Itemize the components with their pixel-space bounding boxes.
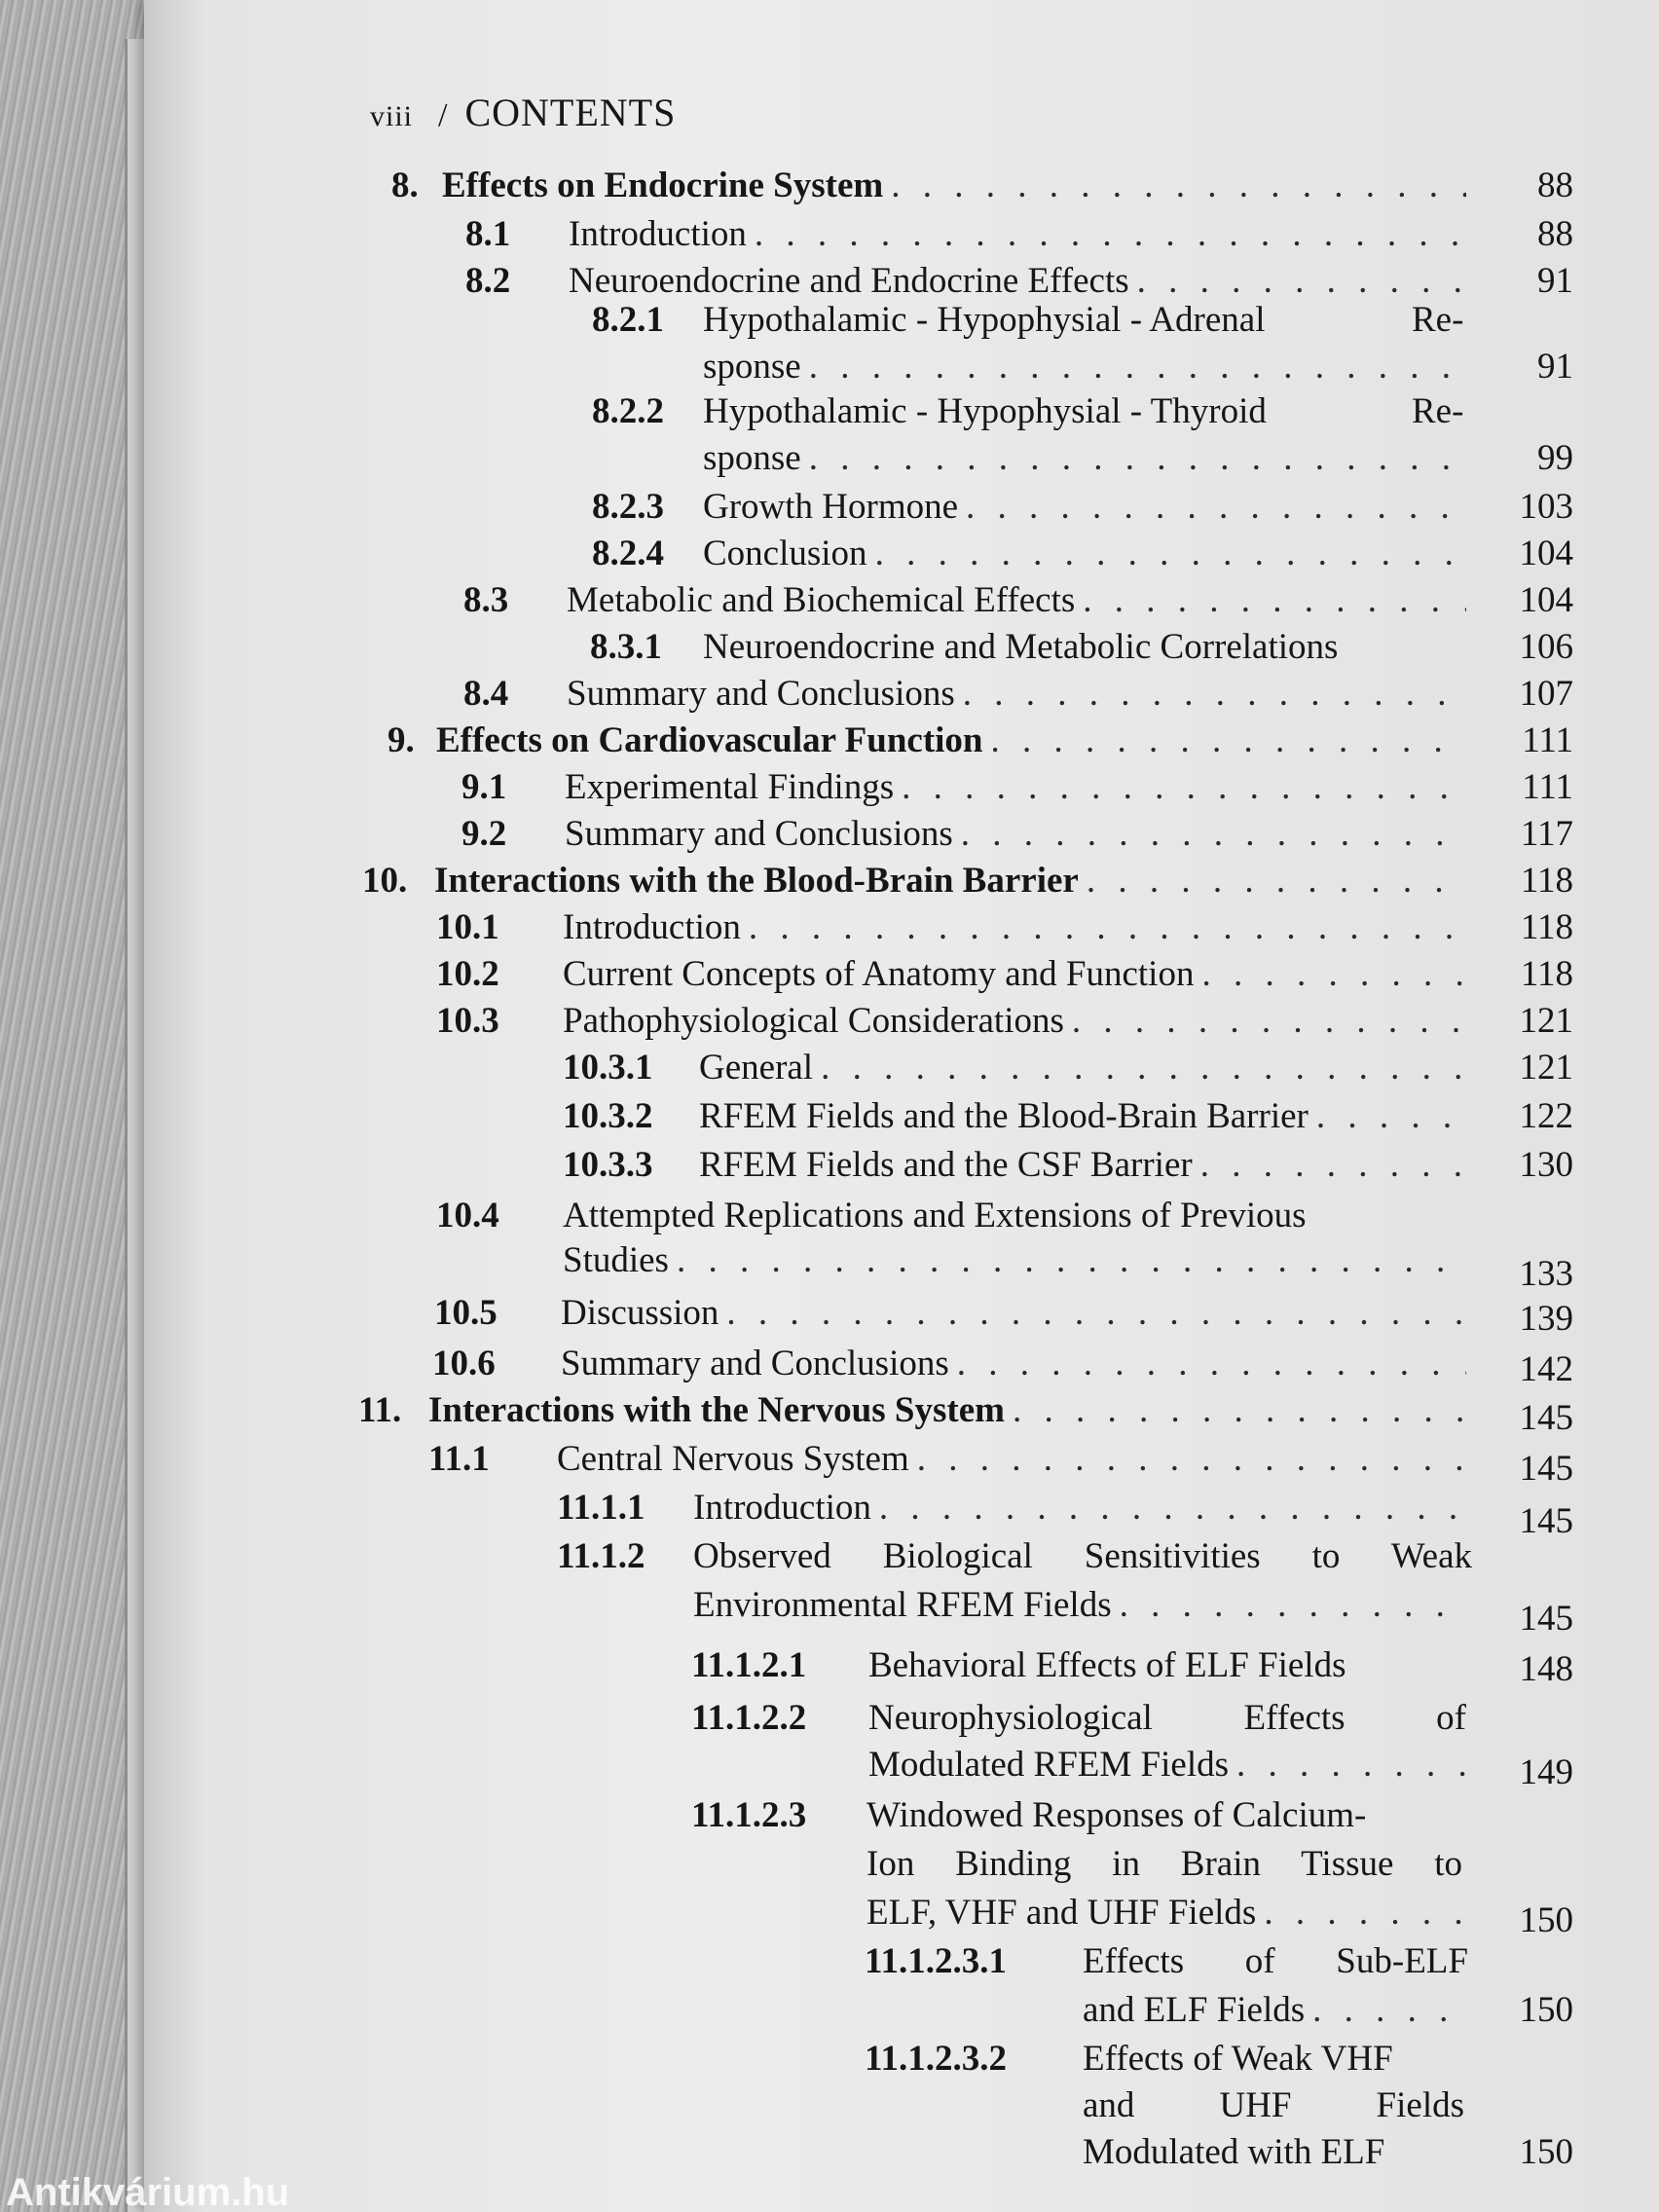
entry-title: Metabolic and Biochemical Effects [567,580,1076,620]
entry-page: 91 [1537,261,1573,301]
entry-page: 145 [1519,1449,1573,1489]
entry-number: 10.3 [436,1001,499,1041]
entry-number: 8. [391,166,419,205]
toc-entry-section [144,1340,1659,1388]
entry-page: 118 [1520,954,1573,994]
entry-number: 10.4 [436,1196,499,1235]
toc-entry-continuation [144,2082,1659,2130]
entry-number: 10.3.3 [563,1145,653,1185]
entry-number: 11. [358,1390,402,1430]
entry-number: 10.5 [434,1293,498,1333]
entry-title: Effects on Endocrine System [442,166,884,205]
entry-title: Summary and Conclusions [565,814,953,854]
entry-title-cont: Modulated with ELF [1083,2132,1385,2172]
page-header [370,90,676,135]
entry-page: 142 [1519,1349,1573,1389]
entry-number: 11.1.2.3.2 [865,2039,1007,2079]
entry-number: 10.6 [432,1344,496,1383]
toc-entry-section [144,1289,1659,1338]
entry-number: 11.1.2.3 [691,1795,807,1835]
book-page [144,0,1659,2212]
entry-title: Neuroendocrine and Metabolic Correlations [703,627,1339,667]
toc-entry-subsection [144,296,1659,345]
toc-entry-subsection [144,483,1659,532]
watermark: Antikvárium.hu [6,2173,290,2212]
toc-entry-subsection [144,1532,1659,1581]
toc-entry-continuation [144,1741,1659,1792]
entry-title-cont: sponse [703,438,801,478]
entry-title-cont: Modulated RFEM Fields [868,1745,1230,1785]
entry-title-cont: sponse [703,347,801,387]
entry-title: RFEM Fields and the CSF Barrier [699,1145,1193,1185]
entry-title: RFEM Fields and the Blood-Brain Barrier [699,1096,1309,1136]
entry-number: 10. [362,861,408,901]
entry-page: 107 [1519,674,1573,714]
entry-page: 88 [1537,214,1573,254]
entry-title: Effects of Sub-ELF [1083,1941,1468,1981]
entry-title-cont: Ion Binding in Brain Tissue to [866,1844,1462,1884]
entry-title: Observed Biological Sensitivities to Weak [693,1536,1472,1576]
entry-page: 145 [1519,1599,1573,1639]
entry-title: General [699,1048,814,1088]
entry-title: Summary and Conclusions [561,1344,949,1383]
toc-entry-subsubsection [144,1791,1659,1840]
entry-page: 104 [1519,580,1573,620]
toc-entry-section [144,903,1659,952]
entry-title: Introduction [693,1488,871,1528]
entry-page: 122 [1519,1096,1573,1136]
entry-page: 104 [1519,534,1573,573]
entry-page: 118 [1520,861,1573,901]
entry-title-hyphen: Re- [1412,300,1464,340]
entry-title: Behavioral Effects of ELF Fields [868,1645,1346,1685]
entry-title: Current Concepts of Anatomy and Function [563,954,1195,994]
entry-page: 88 [1537,166,1573,205]
entry-title: Central Nervous System [557,1439,909,1479]
toc-entry-section [144,670,1659,719]
entry-page: 145 [1519,1398,1573,1438]
toc-entry-continuation [144,1581,1659,1639]
entry-number: 8.1 [465,214,511,254]
entry-page: 133 [1519,1254,1573,1294]
entry-page: 150 [1519,1900,1573,1940]
entry-number: 11.1.2.2 [691,1698,807,1738]
entry-number: 10.3.1 [563,1048,653,1088]
entry-title: Neuroendocrine and Endocrine Effects [569,261,1129,301]
entry-page: 121 [1519,1001,1573,1041]
entry-number: 8.2.1 [592,300,664,340]
entry-title: Discussion [561,1293,719,1333]
header-separator: / [438,97,448,133]
entry-number: 10.2 [436,954,499,994]
toc-entry-chapter [144,857,1659,905]
entry-page: 145 [1519,1501,1573,1541]
entry-number: 10.1 [436,907,499,947]
entry-number: 10.3.2 [563,1096,653,1136]
entry-page: 130 [1519,1145,1573,1185]
toc-entry-continuation [144,1889,1659,1940]
toc-entry-continuation [144,1986,1659,2035]
entry-number: 9. [387,720,415,760]
entry-number: 11.1.2 [557,1536,645,1576]
page-title: CONTENTS [464,91,677,134]
entry-title: Summary and Conclusions [567,674,955,714]
entry-title: Effects on Cardiovascular Function [436,720,983,760]
entry-number: 11.1.1 [557,1488,645,1528]
entry-number: 8.2.4 [592,534,664,573]
entry-title: Effects of Weak VHF [1083,2039,1393,2079]
entry-number: 8.3.1 [590,627,662,667]
entry-number: 9.1 [461,767,507,807]
toc-entry-subsection [144,1484,1659,1541]
entry-title: Interactions with the Blood-Brain Barrier [434,861,1079,901]
toc-entry-section [144,1192,1659,1240]
entry-number: 11.1 [428,1439,490,1479]
entry-page: 150 [1519,2132,1573,2172]
entry-title-cont: Environmental RFEM Fields [693,1585,1112,1625]
entry-title: Neurophysiological Effects of [868,1698,1466,1738]
toc-entry-subsection [144,1044,1659,1092]
entry-title-cont: and UHF Fields [1083,2085,1464,2125]
entry-page: 121 [1519,1048,1573,1088]
entry-number: 9.2 [461,814,507,854]
entry-page: 149 [1519,1752,1573,1792]
toc-entry-subsection [144,1092,1659,1141]
entry-title: Growth Hormone [703,487,959,527]
entry-page: 111 [1522,720,1573,760]
entry-title-cont: Studies [563,1240,669,1280]
entry-title: Interactions with the Nervous System [428,1390,1005,1430]
entry-page: 139 [1519,1299,1573,1339]
entry-number: 8.2 [465,261,511,301]
entry-number: 8.3 [463,580,509,620]
entry-number: 11.1.2.3.1 [865,1941,1007,1981]
entry-number: 11.1.2.1 [691,1645,807,1685]
toc-entry-chapter [144,717,1659,765]
toc-entry-section [144,576,1659,625]
entry-title-cont: and ELF Fields [1083,1990,1306,2030]
toc-entry-continuation [144,1236,1659,1294]
toc-entry-section [144,210,1659,259]
toc-entry-subsubsection [144,1641,1659,1690]
entry-title: Introduction [569,214,747,254]
entry-title: Windowed Responses of Calcium- [866,1795,1367,1835]
entry-page: 103 [1519,487,1573,527]
entry-title: Introduction [563,907,741,947]
toc-entry-subsection [144,387,1659,436]
toc-entry-section [144,950,1659,999]
toc-entry-chapter [144,1386,1659,1438]
toc-entry-subsubsubsection [144,1937,1659,1986]
toc-entry-subsection [144,1141,1659,1190]
entry-page: 91 [1537,347,1573,387]
entry-page: 148 [1519,1649,1573,1689]
toc-entry-continuation [144,1840,1659,1889]
entry-title: Experimental Findings [565,767,895,807]
entry-title: Pathophysiological Considerations [563,1001,1064,1041]
toc-entry-subsubsection [144,1694,1659,1743]
entry-title: Attempted Replications and Extensions of Previous [563,1196,1307,1235]
toc-entry-continuation [144,434,1659,483]
entry-title-cont: ELF, VHF and UHF Fields [866,1893,1257,1933]
entry-page: 106 [1519,627,1573,667]
entry-title: Conclusion [703,534,867,573]
entry-number: 8.2.2 [592,391,664,431]
toc-entry-section [144,1435,1659,1489]
entry-title-hyphen: Re- [1412,391,1464,431]
toc-entry-section [144,810,1659,859]
toc-entry-section [144,763,1659,812]
toc-entry-section [144,997,1659,1046]
toc-entry-subsection [144,623,1659,672]
entry-page: 117 [1520,814,1573,854]
entry-title: Hypothalamic - Hypophysial - Adrenal [703,300,1266,340]
entry-page: 99 [1537,438,1573,478]
toc-entry-subsection [144,530,1659,578]
toc-entry-subsubsubsection [144,2035,1659,2083]
entry-page: 150 [1519,1990,1573,2030]
entry-number: 8.4 [463,674,509,714]
page-number: viii [370,100,414,132]
entry-page: 118 [1520,907,1573,947]
toc-entry-chapter [144,162,1659,210]
entry-page: 111 [1522,767,1573,807]
entry-title: Hypothalamic - Hypophysial - Thyroid [703,391,1267,431]
toc-entry-continuation [144,2128,1659,2177]
entry-number: 8.2.3 [592,487,664,527]
toc-entry-continuation [144,343,1659,391]
